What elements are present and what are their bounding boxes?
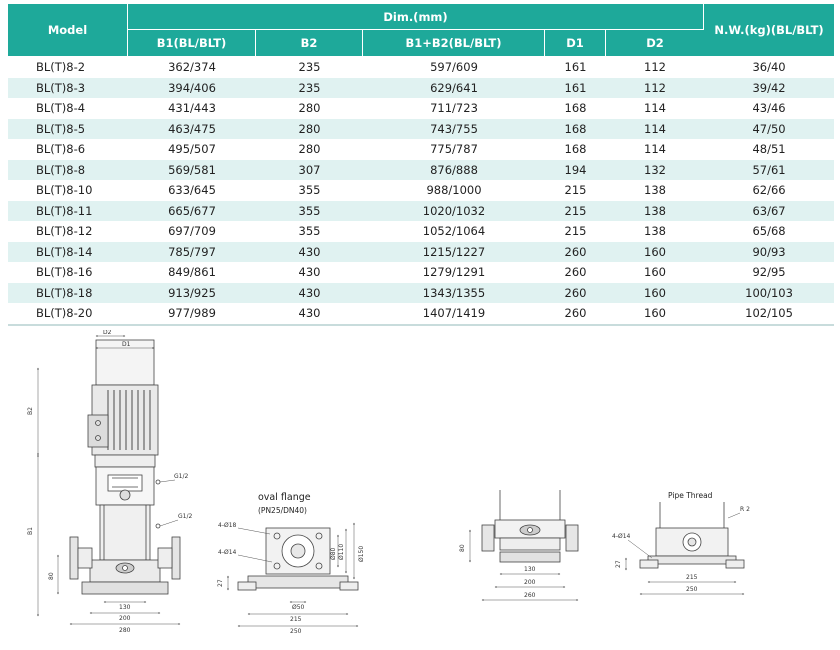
cell-b2: 355 <box>256 180 363 201</box>
cell-d1: 215 <box>545 221 606 242</box>
cell-b1-b2: 1020/1032 <box>363 201 545 222</box>
cell-b1-b2: 629/641 <box>363 78 545 99</box>
cell-net-weight: 36/40 <box>704 57 834 78</box>
cell-model: BL(T)8-4 <box>8 98 128 119</box>
cell-b2: 430 <box>256 303 363 326</box>
flange-d110-label: Ø110 <box>338 543 345 560</box>
cell-d1: 215 <box>545 180 606 201</box>
front-w200-label: 200 <box>524 579 536 586</box>
cell-model: BL(T)8-3 <box>8 78 128 99</box>
cell-b1: 394/406 <box>128 78 256 99</box>
cell-b2: 430 <box>256 262 363 283</box>
cell-b2: 430 <box>256 283 363 304</box>
table-row <box>8 303 834 326</box>
cell-net-weight: 92/95 <box>704 262 834 283</box>
cell-d1: 168 <box>545 98 606 119</box>
flange-w215-label: 215 <box>290 616 302 623</box>
cell-b2: 355 <box>256 201 363 222</box>
cell-model: BL(T)8-16 <box>8 262 128 283</box>
cell-net-weight: 47/50 <box>704 119 834 140</box>
cell-b1: 785/797 <box>128 242 256 263</box>
cell-model: BL(T)8-5 <box>8 119 128 140</box>
cell-d2: 112 <box>606 78 704 99</box>
cell-b1: 633/645 <box>128 180 256 201</box>
header-dim: Dim.(mm) <box>128 4 704 30</box>
pump-h80-label: 80 <box>48 572 55 580</box>
cell-net-weight: 43/46 <box>704 98 834 119</box>
cell-net-weight: 39/42 <box>704 78 834 99</box>
cell-b2: 235 <box>256 57 363 78</box>
cell-b1: 362/374 <box>128 57 256 78</box>
header-b1-b2: B1+B2(BL/BLT) <box>363 30 545 57</box>
pump-g-mid-label: G1/2 <box>178 513 193 520</box>
cell-b2: 430 <box>256 242 363 263</box>
cell-d2: 160 <box>606 242 704 263</box>
pump-front-view <box>482 490 578 562</box>
cell-d2: 112 <box>606 57 704 78</box>
pump-b2-label: B2 <box>27 407 34 415</box>
cell-b1: 569/581 <box>128 160 256 181</box>
cell-net-weight: 65/68 <box>704 221 834 242</box>
table-row <box>8 119 834 140</box>
table-row <box>8 201 834 222</box>
table-body <box>8 57 834 326</box>
table-row <box>8 221 834 242</box>
cell-b2: 280 <box>256 98 363 119</box>
cell-b1: 665/677 <box>128 201 256 222</box>
cell-d1: 161 <box>545 57 606 78</box>
pump-d1-label: D1 <box>122 341 131 348</box>
cell-net-weight: 62/66 <box>704 180 834 201</box>
thread-h27-label: 27 <box>615 560 622 568</box>
cell-b1-b2: 1279/1291 <box>363 262 545 283</box>
flange-d80-label: Ø80 <box>330 547 337 560</box>
cell-d2: 114 <box>606 98 704 119</box>
flange-d50-label: Ø50 <box>292 604 305 611</box>
cell-b1-b2: 711/723 <box>363 98 545 119</box>
header-model: Model <box>8 4 128 57</box>
cell-d2: 160 <box>606 303 704 326</box>
table-row <box>8 180 834 201</box>
pump-side-view <box>70 340 180 594</box>
cell-d2: 160 <box>606 262 704 283</box>
table-row <box>8 57 834 78</box>
cell-d1: 168 <box>545 139 606 160</box>
flange-d150-label: Ø150 <box>358 545 365 562</box>
cell-d2: 160 <box>606 283 704 304</box>
flange-hole14-label: 4-Ø14 <box>218 549 237 556</box>
pump-w200-label: 200 <box>119 615 131 622</box>
cell-b1: 913/925 <box>128 283 256 304</box>
table-row <box>8 139 834 160</box>
flange-w250-label: 250 <box>290 628 302 635</box>
cell-net-weight: 102/105 <box>704 303 834 326</box>
cell-b2: 280 <box>256 119 363 140</box>
thread-r2-label: R 2 <box>740 506 750 513</box>
cell-d2: 114 <box>606 139 704 160</box>
cell-d2: 138 <box>606 221 704 242</box>
cell-d1: 260 <box>545 262 606 283</box>
pump-d2-label: D2 <box>103 330 112 336</box>
header-b1: B1(BL/BLT) <box>128 30 256 57</box>
table-row <box>8 283 834 304</box>
front-w260-label: 260 <box>524 592 536 599</box>
cell-net-weight: 48/51 <box>704 139 834 160</box>
cell-d2: 138 <box>606 180 704 201</box>
cell-d1: 260 <box>545 283 606 304</box>
cell-b1-b2: 876/888 <box>363 160 545 181</box>
flange-subtitle: (PN25/DN40) <box>258 506 307 515</box>
technical-drawings <box>0 330 840 650</box>
thread-title: Pipe Thread <box>668 491 713 500</box>
cell-b1-b2: 1215/1227 <box>363 242 545 263</box>
table-row <box>8 262 834 283</box>
pump-w280-label: 280 <box>119 627 131 634</box>
cell-b1-b2: 1052/1064 <box>363 221 545 242</box>
header-b2: B2 <box>256 30 363 57</box>
cell-b2: 307 <box>256 160 363 181</box>
thread-w215-label: 215 <box>686 574 698 581</box>
table-row <box>8 78 834 99</box>
cell-b1-b2: 1407/1419 <box>363 303 545 326</box>
cell-model: BL(T)8-12 <box>8 221 128 242</box>
cell-d2: 132 <box>606 160 704 181</box>
cell-b2: 280 <box>256 139 363 160</box>
cell-b1: 977/989 <box>128 303 256 326</box>
header-net-weight: N.W.(kg)(BL/BLT) <box>704 4 834 57</box>
cell-model: BL(T)8-20 <box>8 303 128 326</box>
header-d2: D2 <box>606 30 704 57</box>
flange-hole18-label: 4-Ø18 <box>218 522 237 529</box>
cell-d1: 260 <box>545 242 606 263</box>
cell-b2: 235 <box>256 78 363 99</box>
pump-b1-label: B1 <box>27 527 34 535</box>
cell-d1: 168 <box>545 119 606 140</box>
cell-model: BL(T)8-18 <box>8 283 128 304</box>
cell-b2: 355 <box>256 221 363 242</box>
pump-g-top-label: G1/2 <box>174 473 189 480</box>
cell-b1: 463/475 <box>128 119 256 140</box>
table-row <box>8 242 834 263</box>
cell-b1: 849/861 <box>128 262 256 283</box>
cell-model: BL(T)8-8 <box>8 160 128 181</box>
cell-d2: 114 <box>606 119 704 140</box>
cell-b1-b2: 1343/1355 <box>363 283 545 304</box>
cell-net-weight: 63/67 <box>704 201 834 222</box>
front-h80-label: 80 <box>459 544 466 552</box>
cell-d2: 138 <box>606 201 704 222</box>
front-w130-label: 130 <box>524 566 536 573</box>
cell-b1-b2: 597/609 <box>363 57 545 78</box>
cell-b1-b2: 775/787 <box>363 139 545 160</box>
cell-d1: 215 <box>545 201 606 222</box>
cell-b1: 495/507 <box>128 139 256 160</box>
cell-d1: 260 <box>545 303 606 326</box>
cell-b1: 431/443 <box>128 98 256 119</box>
cell-net-weight: 90/93 <box>704 242 834 263</box>
header-d1: D1 <box>545 30 606 57</box>
cell-b1: 697/709 <box>128 221 256 242</box>
table-row <box>8 160 834 181</box>
thread-hole14-label: 4-Ø14 <box>612 533 631 540</box>
cell-model: BL(T)8-14 <box>8 242 128 263</box>
cell-model: BL(T)8-6 <box>8 139 128 160</box>
thread-w250-label: 250 <box>686 586 698 593</box>
cell-model: BL(T)8-10 <box>8 180 128 201</box>
table-row <box>8 98 834 119</box>
pump-w130-label: 130 <box>119 604 131 611</box>
cell-net-weight: 100/103 <box>704 283 834 304</box>
flange-h27-label: 27 <box>217 579 224 587</box>
cell-b1-b2: 743/755 <box>363 119 545 140</box>
pipe-thread-view <box>640 502 744 568</box>
cell-d1: 161 <box>545 78 606 99</box>
cell-model: BL(T)8-11 <box>8 201 128 222</box>
flange-title: oval flange <box>258 492 311 503</box>
cell-b1-b2: 988/1000 <box>363 180 545 201</box>
cell-d1: 194 <box>545 160 606 181</box>
cell-model: BL(T)8-2 <box>8 57 128 78</box>
cell-net-weight: 57/61 <box>704 160 834 181</box>
spec-table <box>8 4 834 326</box>
